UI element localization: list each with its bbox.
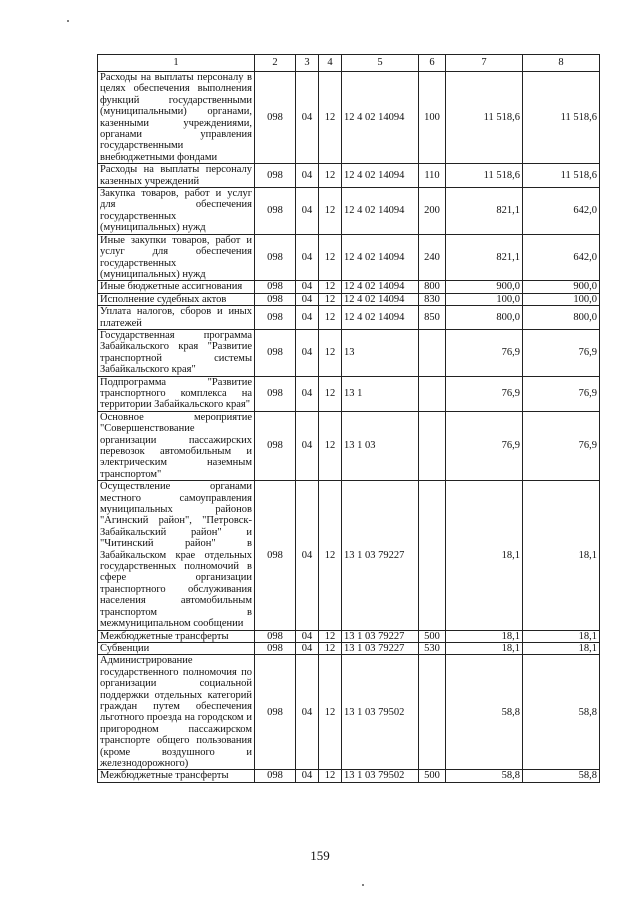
department-code: 098 xyxy=(255,655,296,770)
target-article-code: 12 4 02 14094 xyxy=(342,72,419,164)
table-header-row xyxy=(98,55,600,72)
amount-col8: 642,0 xyxy=(523,188,600,235)
target-article-code: 13 1 03 79227 xyxy=(342,642,419,654)
section-code: 04 xyxy=(296,481,319,630)
amount-col8: 18,1 xyxy=(523,630,600,642)
department-code: 098 xyxy=(255,770,296,782)
subsection-code: 12 xyxy=(319,481,342,630)
section-code: 04 xyxy=(296,642,319,654)
header-cell: 1 xyxy=(98,55,255,72)
section-code: 04 xyxy=(296,770,319,782)
target-article-code: 13 1 03 xyxy=(342,411,419,480)
department-code: 098 xyxy=(255,329,296,376)
expense-type-code xyxy=(419,411,446,480)
expense-type-code xyxy=(419,376,446,411)
amount-col8: 76,9 xyxy=(523,376,600,411)
department-code: 098 xyxy=(255,234,296,281)
expense-type-code: 850 xyxy=(419,306,446,330)
amount-col8: 11 518,6 xyxy=(523,164,600,188)
item-name: Расходы на выплаты персоналу в целях обеспечения выполнения функций государственными (муниципальными) органами, казенными учреждениями, органами управления государственными внебюджетными фондами xyxy=(98,72,255,164)
amount-col8: 642,0 xyxy=(523,234,600,281)
header-cell: 4 xyxy=(319,55,342,72)
subsection-code: 12 xyxy=(319,642,342,654)
section-code: 04 xyxy=(296,655,319,770)
expense-type-code: 240 xyxy=(419,234,446,281)
target-article-code: 13 1 03 79227 xyxy=(342,630,419,642)
amount-col8: 76,9 xyxy=(523,411,600,480)
target-article-code: 12 4 02 14094 xyxy=(342,281,419,293)
item-name: Иные бюджетные ассигнования xyxy=(98,281,255,293)
table-row xyxy=(98,481,600,630)
amount-col7: 76,9 xyxy=(446,411,523,480)
department-code: 098 xyxy=(255,306,296,330)
item-name: Субвенции xyxy=(98,642,255,654)
table-row xyxy=(98,770,600,782)
item-name: Уплата налогов, сборов и иных платежей xyxy=(98,306,255,330)
scan-speck xyxy=(67,20,69,22)
subsection-code: 12 xyxy=(319,72,342,164)
expense-type-code: 100 xyxy=(419,72,446,164)
item-name: Иные закупки товаров, работ и услуг для обеспечения государственных (муниципальных) нужд xyxy=(98,234,255,281)
table-row xyxy=(98,234,600,281)
amount-col8: 76,9 xyxy=(523,329,600,376)
amount-col8: 18,1 xyxy=(523,481,600,630)
department-code: 098 xyxy=(255,376,296,411)
amount-col8: 800,0 xyxy=(523,306,600,330)
expense-type-code: 830 xyxy=(419,293,446,305)
amount-col8: 11 518,6 xyxy=(523,72,600,164)
section-code: 04 xyxy=(296,306,319,330)
section-code: 04 xyxy=(296,329,319,376)
item-name: Основное мероприятие "Совершенствование организации пассажирских перевозок автомобильным и электрическим наземным транспортом" xyxy=(98,411,255,480)
department-code: 098 xyxy=(255,642,296,654)
amount-col8: 58,8 xyxy=(523,655,600,770)
amount-col7: 100,0 xyxy=(446,293,523,305)
item-name: Государственная программа Забайкальского края "Развитие транспортной системы Забайкальского края" xyxy=(98,329,255,376)
amount-col7: 76,9 xyxy=(446,329,523,376)
header-cell: 6 xyxy=(419,55,446,72)
subsection-code: 12 xyxy=(319,293,342,305)
amount-col8: 900,0 xyxy=(523,281,600,293)
table-row xyxy=(98,164,600,188)
subsection-code: 12 xyxy=(319,655,342,770)
item-name: Закупка товаров, работ и услуг для обеспечения государственных (муниципальных) нужд xyxy=(98,188,255,235)
table-row xyxy=(98,642,600,654)
subsection-code: 12 xyxy=(319,188,342,235)
table-row xyxy=(98,630,600,642)
expense-type-code: 800 xyxy=(419,281,446,293)
subsection-code: 12 xyxy=(319,329,342,376)
expense-type-code: 200 xyxy=(419,188,446,235)
item-name: Осуществление органами местного самоуправления муниципальных районов "Агинский район", "Петровск-Забайкальский район" и "Читинский район" в Забайкальском крае отдельных государственных полномочий в сфере организации транспортного обслуживания населения автомобильным транспортом в межмуниципальном сообщении xyxy=(98,481,255,630)
amount-col7: 18,1 xyxy=(446,642,523,654)
department-code: 098 xyxy=(255,281,296,293)
expense-type-code xyxy=(419,329,446,376)
header-cell: 8 xyxy=(523,55,600,72)
scan-speck xyxy=(362,884,364,886)
item-name: Межбюджетные трансферты xyxy=(98,770,255,782)
target-article-code: 13 1 03 79227 xyxy=(342,481,419,630)
expense-type-code xyxy=(419,655,446,770)
section-code: 04 xyxy=(296,293,319,305)
section-code: 04 xyxy=(296,188,319,235)
amount-col7: 800,0 xyxy=(446,306,523,330)
amount-col7: 11 518,6 xyxy=(446,164,523,188)
amount-col7: 58,8 xyxy=(446,770,523,782)
target-article-code: 12 4 02 14094 xyxy=(342,306,419,330)
table-row xyxy=(98,72,600,164)
subsection-code: 12 xyxy=(319,164,342,188)
table-row xyxy=(98,188,600,235)
amount-col7: 18,1 xyxy=(446,630,523,642)
table-row xyxy=(98,329,600,376)
table-row xyxy=(98,293,600,305)
expense-type-code: 530 xyxy=(419,642,446,654)
amount-col7: 18,1 xyxy=(446,481,523,630)
expense-type-code: 500 xyxy=(419,630,446,642)
subsection-code: 12 xyxy=(319,281,342,293)
budget-table xyxy=(97,54,600,783)
department-code: 098 xyxy=(255,293,296,305)
expense-type-code xyxy=(419,481,446,630)
item-name: Администрирование государственного полномочия по организации социальной поддержки отдельных категорий граждан путем обеспечения льготного проезда на городском и пригородном пассажирском транспорте общего пользования (кроме воздушного и железнодорожного) xyxy=(98,655,255,770)
subsection-code: 12 xyxy=(319,770,342,782)
subsection-code: 12 xyxy=(319,306,342,330)
section-code: 04 xyxy=(296,376,319,411)
target-article-code: 13 1 xyxy=(342,376,419,411)
department-code: 098 xyxy=(255,481,296,630)
header-cell: 5 xyxy=(342,55,419,72)
target-article-code: 13 1 03 79502 xyxy=(342,655,419,770)
header-cell: 3 xyxy=(296,55,319,72)
section-code: 04 xyxy=(296,234,319,281)
target-article-code: 13 xyxy=(342,329,419,376)
table-row xyxy=(98,655,600,770)
target-article-code: 13 1 03 79502 xyxy=(342,770,419,782)
amount-col8: 18,1 xyxy=(523,642,600,654)
item-name: Расходы на выплаты персоналу казенных учреждений xyxy=(98,164,255,188)
table-row xyxy=(98,306,600,330)
amount-col7: 11 518,6 xyxy=(446,72,523,164)
expense-type-code: 500 xyxy=(419,770,446,782)
section-code: 04 xyxy=(296,72,319,164)
amount-col7: 900,0 xyxy=(446,281,523,293)
item-name: Исполнение судебных актов xyxy=(98,293,255,305)
department-code: 098 xyxy=(255,411,296,480)
section-code: 04 xyxy=(296,630,319,642)
section-code: 04 xyxy=(296,281,319,293)
amount-col8: 100,0 xyxy=(523,293,600,305)
target-article-code: 12 4 02 14094 xyxy=(342,188,419,235)
subsection-code: 12 xyxy=(319,411,342,480)
department-code: 098 xyxy=(255,630,296,642)
target-article-code: 12 4 02 14094 xyxy=(342,164,419,188)
department-code: 098 xyxy=(255,188,296,235)
section-code: 04 xyxy=(296,411,319,480)
item-name: Подпрограмма "Развитие транспортного комплекса на территории Забайкальского края" xyxy=(98,376,255,411)
page-number: 159 xyxy=(310,848,330,863)
subsection-code: 12 xyxy=(319,376,342,411)
header-cell: 7 xyxy=(446,55,523,72)
amount-col7: 821,1 xyxy=(446,188,523,235)
amount-col7: 76,9 xyxy=(446,376,523,411)
table-body xyxy=(98,72,600,783)
target-article-code: 12 4 02 14094 xyxy=(342,234,419,281)
expense-type-code: 110 xyxy=(419,164,446,188)
table-row xyxy=(98,376,600,411)
department-code: 098 xyxy=(255,164,296,188)
subsection-code: 12 xyxy=(319,234,342,281)
amount-col7: 58,8 xyxy=(446,655,523,770)
table-row xyxy=(98,411,600,480)
target-article-code: 12 4 02 14094 xyxy=(342,293,419,305)
section-code: 04 xyxy=(296,164,319,188)
table-row xyxy=(98,281,600,293)
item-name: Межбюджетные трансферты xyxy=(98,630,255,642)
subsection-code: 12 xyxy=(319,630,342,642)
amount-col7: 821,1 xyxy=(446,234,523,281)
department-code: 098 xyxy=(255,72,296,164)
amount-col8: 58,8 xyxy=(523,770,600,782)
header-cell: 2 xyxy=(255,55,296,72)
